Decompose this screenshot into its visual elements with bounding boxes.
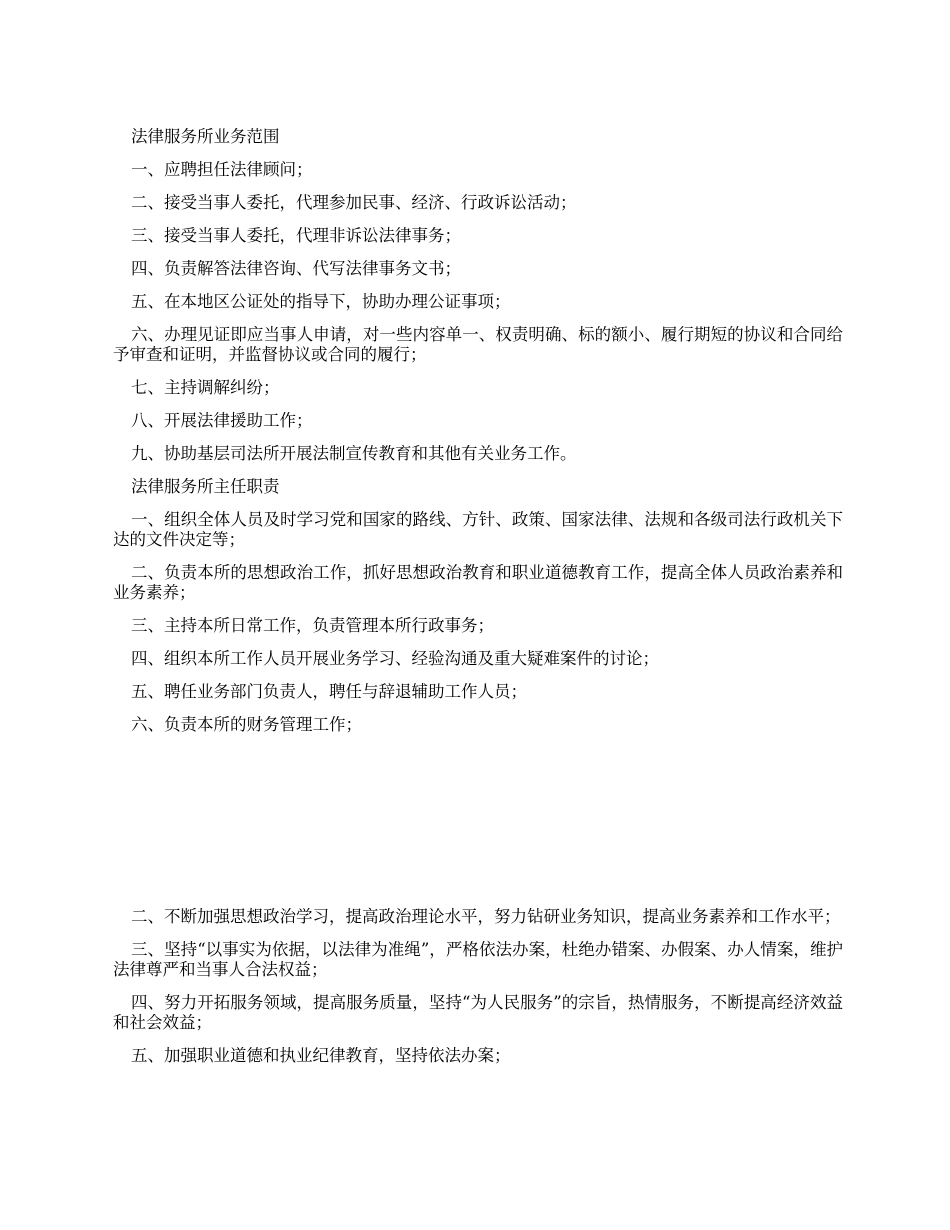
section-title-director-duties: 法律服务所主任职责 — [131, 477, 280, 496]
paragraph: 三、主持本所日常工作，负责管理本所行政事务； — [131, 616, 494, 635]
paragraph: 七、主持调解纠纷； — [131, 378, 280, 397]
paragraph: 五、聘任业务部门负责人，聘任与辞退辅助工作人员； — [131, 682, 527, 701]
paragraph: 一、应聘担任法律顾问； — [131, 160, 313, 179]
paragraph: 五、在本地区公证处的指导下，协助办理公证事项； — [131, 292, 511, 311]
text-block-lower — [113, 907, 843, 1079]
paragraph: 三、坚持“以事实为依据，以法律为准绳”，严格依法办案，杜绝办错案、办假案、办人情案，维护法律尊严和当事人合法权益； — [113, 940, 843, 979]
paragraph: 九、协助基层司法所开展法制宣传教育和其他有关业务工作。 — [131, 444, 577, 463]
text-block-upper — [113, 127, 843, 748]
paragraph: 二、接受当事人委托，代理参加民事、经济、行政诉讼活动； — [131, 193, 577, 212]
paragraph: 八、开展法律援助工作； — [131, 411, 313, 430]
paragraph: 四、负责解答法律咨询、代写法律事务文书； — [131, 259, 461, 278]
paragraph: 五、加强职业道德和执业纪律教育，坚持依法办案； — [131, 1046, 511, 1065]
paragraph: 四、努力开拓服务领域，提高服务质量，坚持“为人民服务”的宗旨，热情服务，不断提高经济效益和社会效益； — [113, 993, 843, 1032]
paragraph: 一、组织全体人员及时学习党和国家的路线、方针、政策、国家法律、法规和各级司法行政机关下达的文件决定等； — [113, 510, 843, 549]
paragraph: 二、负责本所的思想政治工作，抓好思想政治教育和职业道德教育工作，提高全体人员政治素养和业务素养； — [113, 563, 843, 602]
paragraph: 四、组织本所工作人员开展业务学习、经验沟通及重大疑难案件的讨论； — [131, 649, 659, 668]
paragraph: 二、不断加强思想政治学习，提高政治理论水平，努力钻研业务知识，提高业务素养和工作水平； — [131, 907, 841, 926]
paragraph: 六、负责本所的财务管理工作； — [131, 715, 362, 734]
paragraph: 三、接受当事人委托，代理非诉讼法律事务； — [131, 226, 461, 245]
section-title-business-scope: 法律服务所业务范围 — [131, 127, 280, 146]
paragraph: 六、办理见证即应当事人申请，对一些内容单一、权责明确、标的额小、履行期短的协议和合同给予审查和证明，并监督协议或合同的履行； — [113, 325, 843, 364]
